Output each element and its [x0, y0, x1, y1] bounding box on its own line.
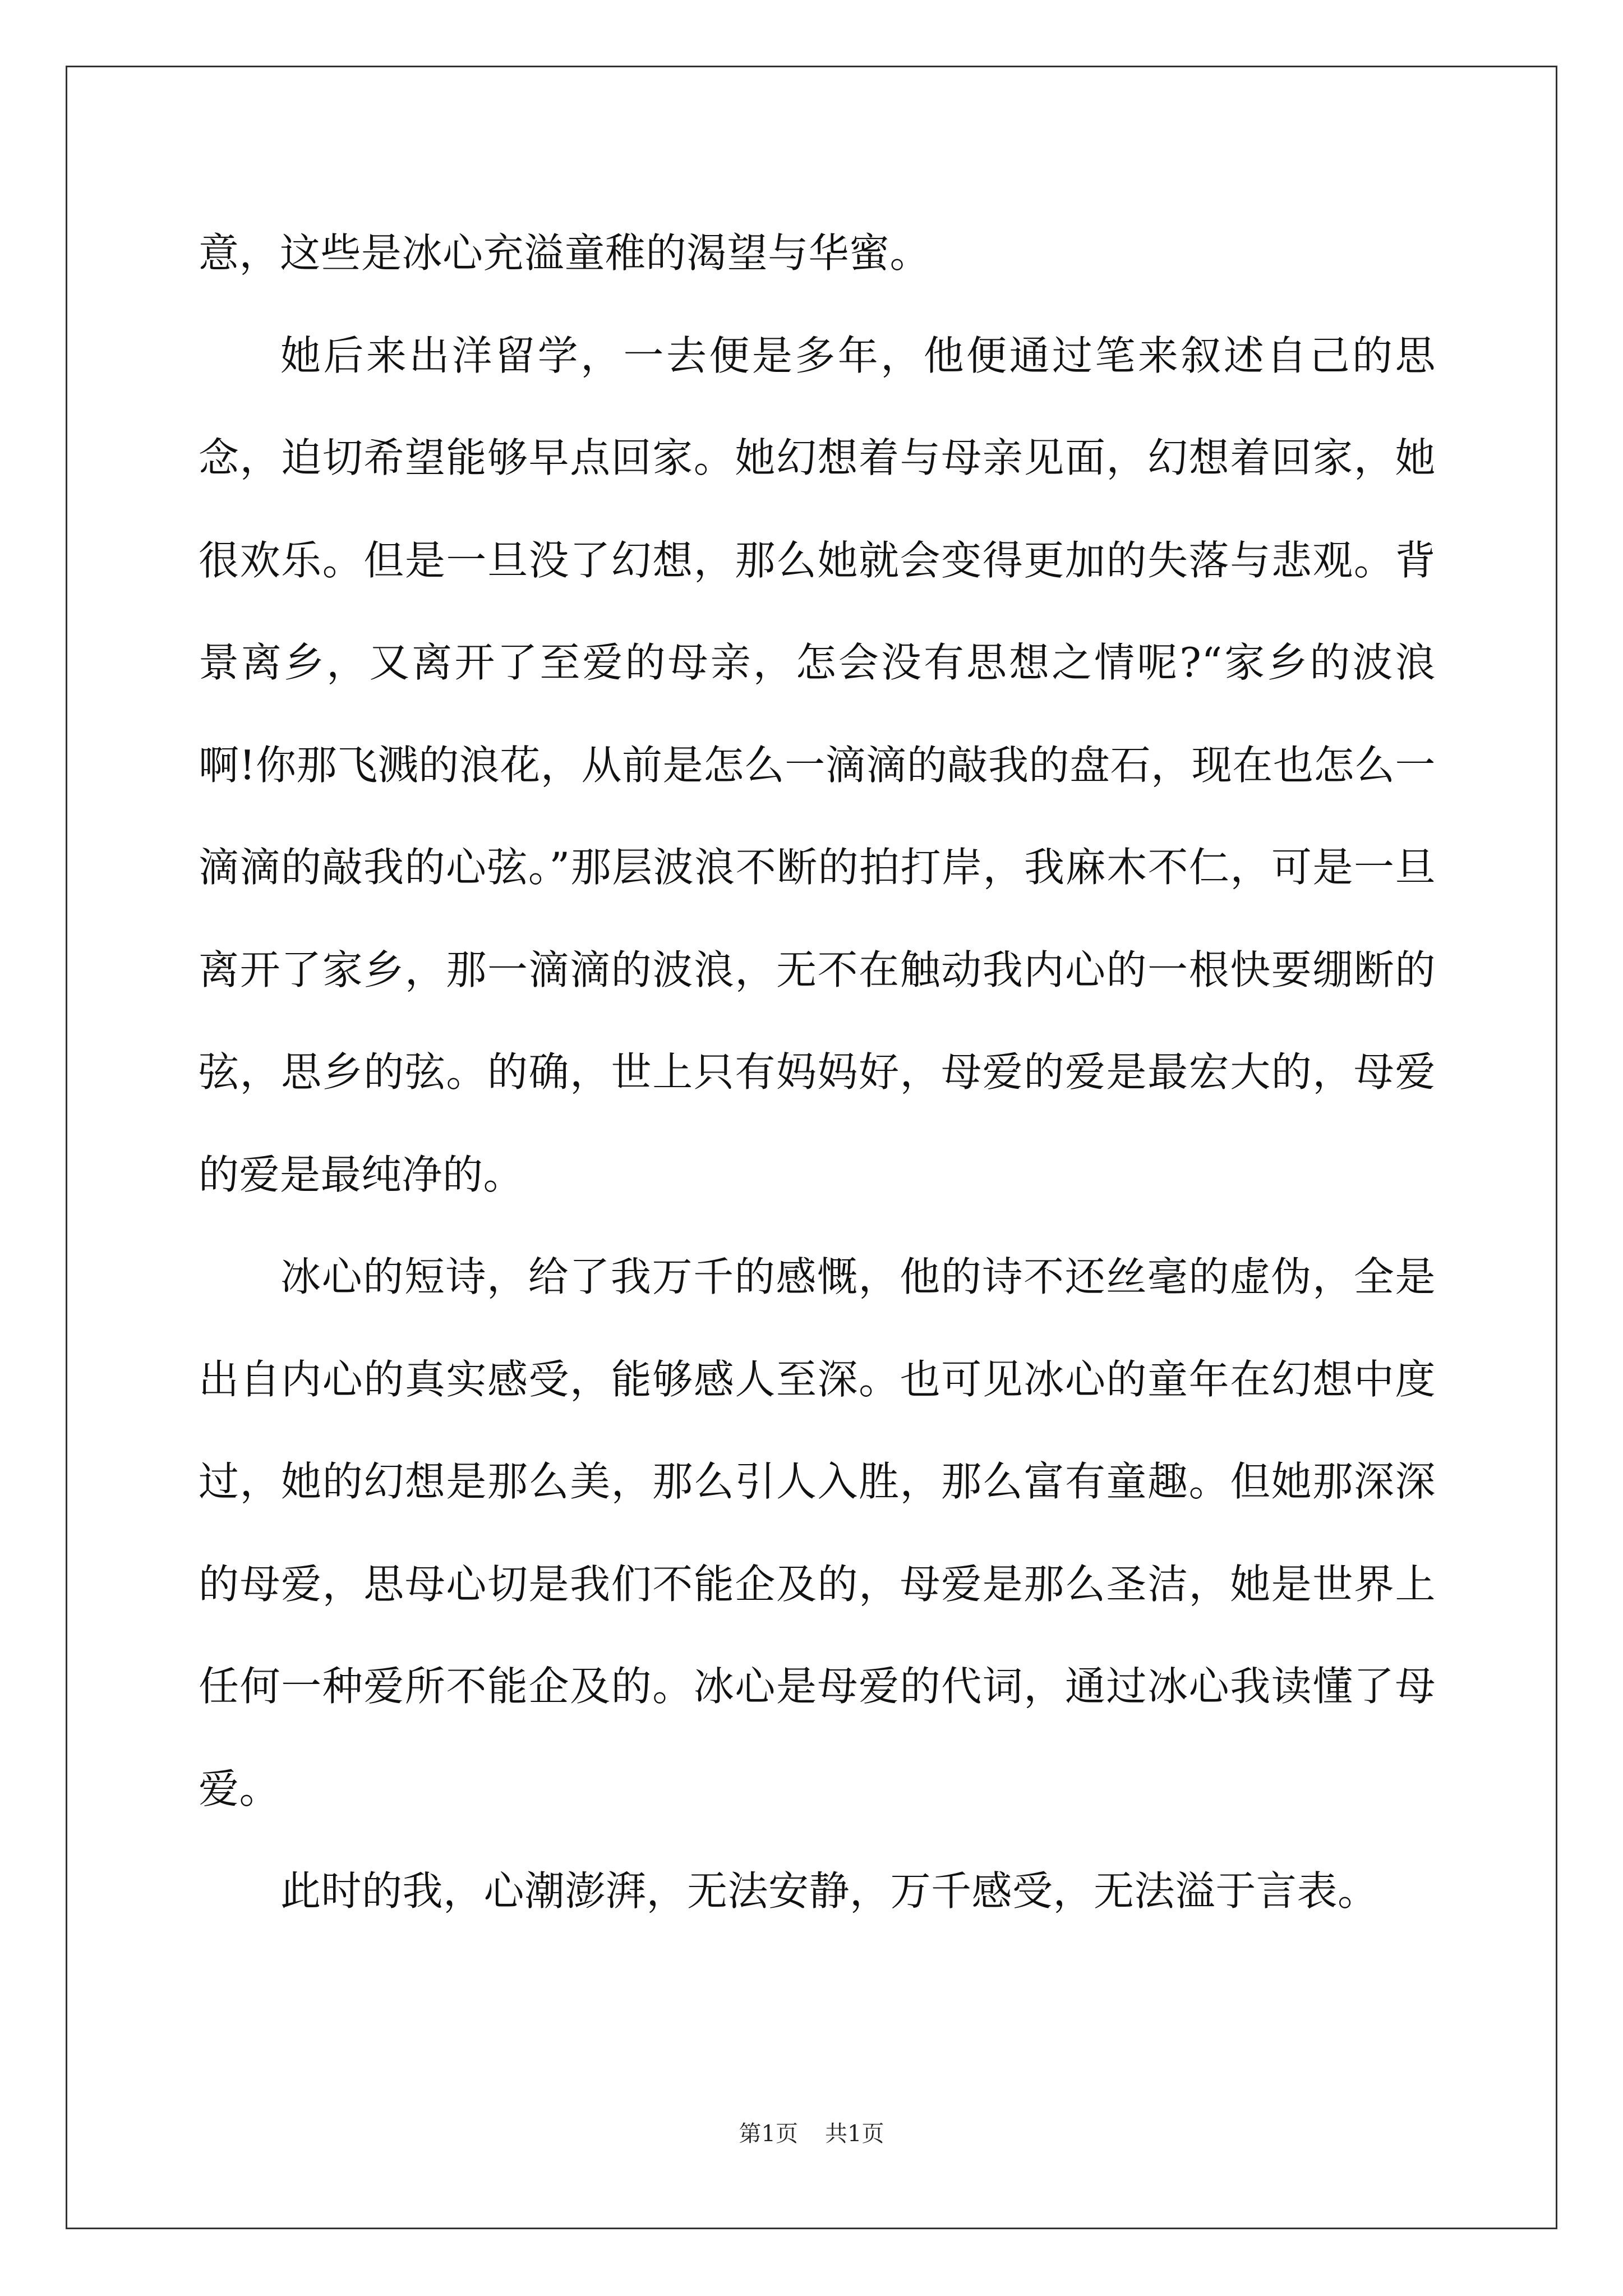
paragraph-3: 冰心的短诗，给了我万千的感慨，他的诗不还丝毫的虚伪，全是出自内心的真实感受，能够感人至深。也可见冰心的童年在幻想中度过，她的幻想是那么美，那么引人入胜，那么富有童趣。但她那深深的母爱，思母心切是我们不能企及的，母爱是那么圣洁，她是世界上任何一种爱所不能企及的。冰心是母爱的代词，通过冰心我读懂了母爱。 — [199, 1253, 1436, 1812]
paragraph-2: 她后来出洋留学，一去便是多年，他便通过笔来叙述自己的思念，迫切希望能够早点回家。她幻想着与母亲见面，幻想着回家，她很欢乐。但是一旦没了幻想，那么她就会变得更加的失落与悲观。背景离乡，又离开了至爱的母亲，怎会没有思想之情呢?“家乡的波浪啊!你那飞溅的浪花，从前是怎么一滴滴的敲我的盘石，现在也怎么一滴滴的敲我的心弦。”那层波浪不断的拍打岸，我麻木不仁，可是一旦离开了家乡，那一滴滴的波浪，无不在触动我内心的一根快要绷断的弦，思乡的弦。的确，世上只有妈妈好，母爱的爱是最宏大的，母爱的爱是最纯净的。 — [199, 332, 1436, 1198]
paragraph-4: 此时的我，心潮澎湃，无法安静，万千感受，无法溢于言表。 — [280, 1867, 1378, 1915]
document-body — [199, 202, 1436, 1943]
page-number-total: 共1页 — [825, 2121, 884, 2147]
page-footer — [0, 2118, 1623, 2150]
page-number-current: 第1页 — [739, 2121, 798, 2147]
paragraph-1: 意，这些是冰心充溢童稚的渴望与华蜜。 — [199, 229, 931, 277]
